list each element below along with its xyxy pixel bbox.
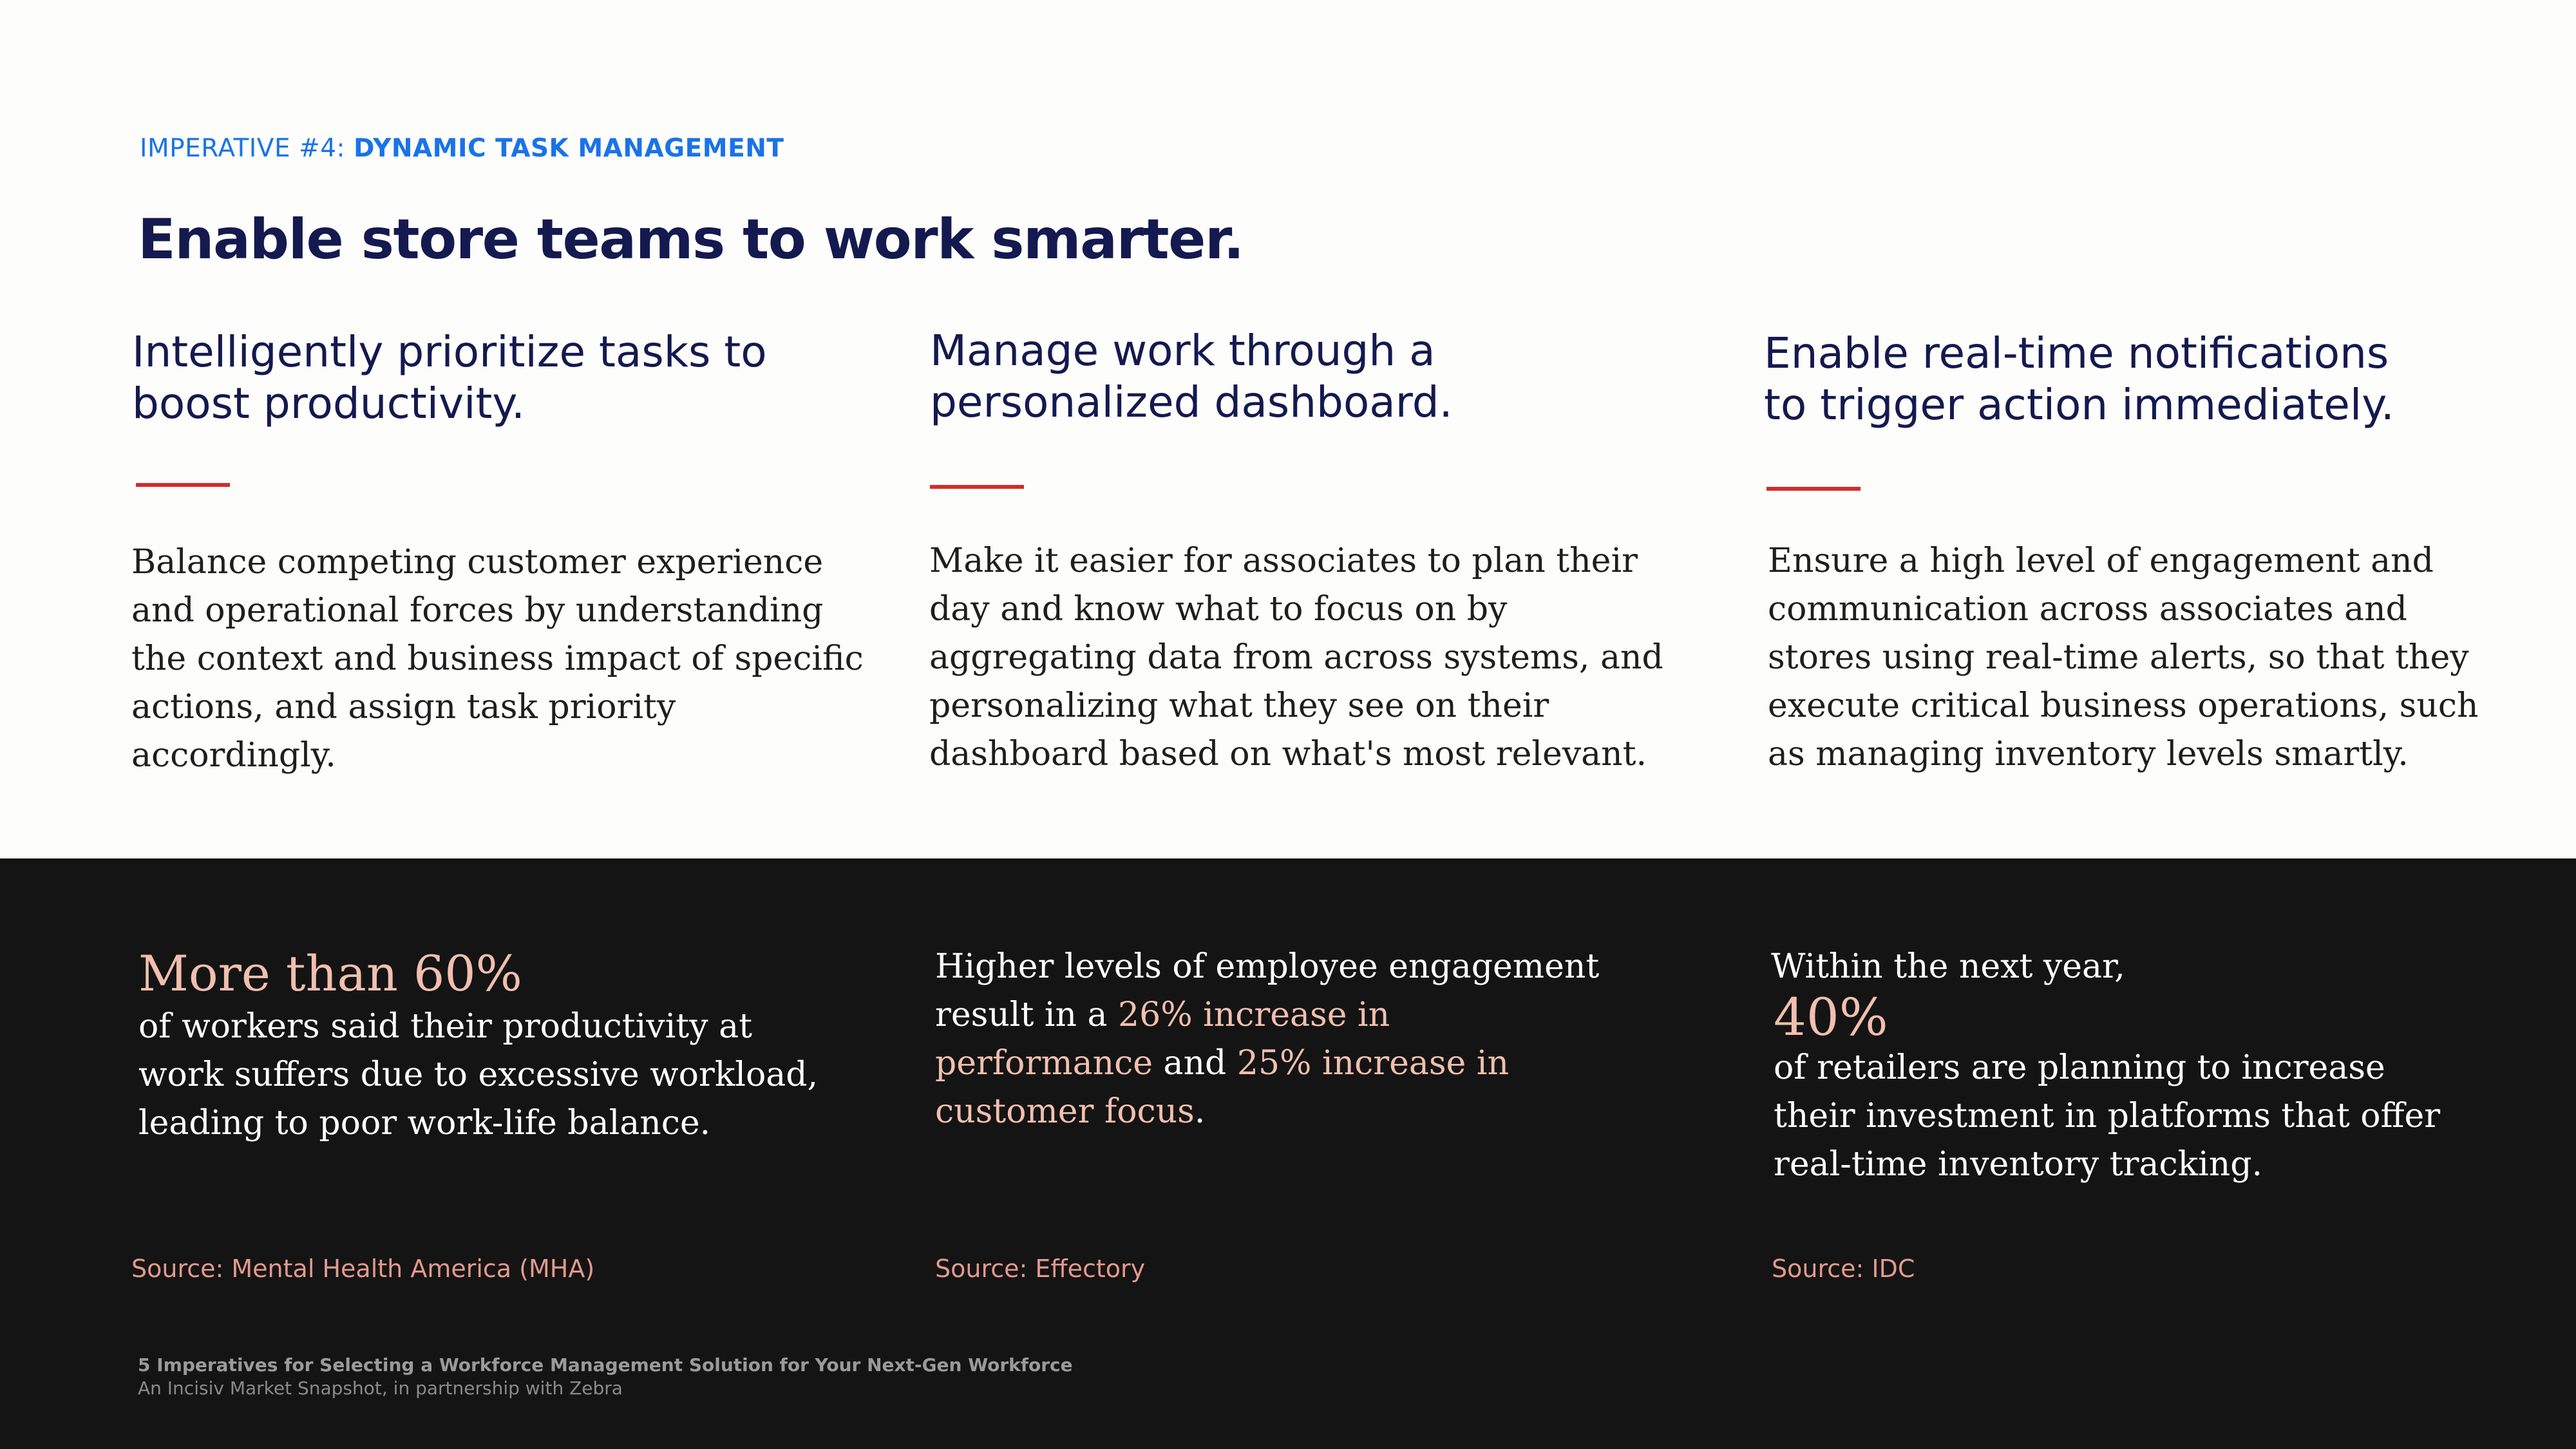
column-3-body-line: stores using real-time alerts, so that they bbox=[1768, 638, 2469, 677]
column-2-body-line: Make it easier for associates to plan their bbox=[929, 542, 1638, 580]
stat-1 bbox=[138, 945, 818, 1148]
eyebrow-emphasis: DYNAMIC TASK MANAGEMENT bbox=[354, 134, 784, 163]
column-2-body-line: aggregating data from across systems, and bbox=[929, 638, 1663, 677]
column-1-body-line: and operational forces by understanding bbox=[131, 591, 824, 630]
section-eyebrow bbox=[140, 134, 784, 163]
column-1-heading bbox=[132, 327, 767, 430]
column-1-body-line: the context and business impact of specific bbox=[131, 639, 864, 678]
stat-2 bbox=[935, 943, 1599, 1136]
column-2-body-line: day and know what to focus on by bbox=[929, 590, 1508, 629]
stat-2-highlight: 25% increase in bbox=[1236, 1044, 1509, 1083]
stat-1-line: of workers said their productivity at bbox=[138, 1007, 753, 1046]
column-2-body bbox=[929, 537, 1663, 779]
stat-3-line: real-time inventory tracking. bbox=[1774, 1145, 2263, 1184]
stat-2-line bbox=[935, 1088, 1599, 1136]
column-3-body-line: as managing inventory levels smartly. bbox=[1768, 735, 2409, 773]
column-1-body-line: Balance competing customer experience bbox=[131, 543, 824, 582]
footer-subtitle: An Incisiv Market Snapshot, in partnership with Zebra bbox=[138, 1378, 623, 1399]
column-3-body-line: Ensure a high level of engagement and bbox=[1768, 542, 2434, 580]
column-1-heading-line: boost productivity. bbox=[132, 379, 525, 428]
stat-1-line: leading to poor work-life balance. bbox=[138, 1104, 711, 1142]
column-2-body-line: dashboard based on what's most relevant. bbox=[929, 735, 1647, 773]
stat-2-source: Source: Effectory bbox=[935, 1255, 1146, 1283]
stat-1-source: Source: Mental Health America (MHA) bbox=[131, 1255, 595, 1283]
footer-title: 5 Imperatives for Selecting a Workforce Management Solution for Your Next-Gen Workforce bbox=[138, 1354, 1073, 1376]
column-2-heading-line: Manage work through a bbox=[930, 326, 1435, 375]
stat-3-intro: Within the next year, bbox=[1771, 947, 2125, 986]
column-2-body-line: personalizing what they see on their bbox=[929, 687, 1549, 725]
stat-3-figure: 40% bbox=[1774, 987, 1888, 1047]
column-3-body bbox=[1768, 537, 2478, 779]
stat-1-line: work suffers due to excessive workload, bbox=[138, 1056, 819, 1094]
column-1-body-line: accordingly. bbox=[131, 736, 336, 775]
stat-3-line: their investment in platforms that offer bbox=[1774, 1097, 2441, 1135]
column-1-body bbox=[131, 538, 864, 780]
column-3-heading bbox=[1764, 328, 2394, 431]
column-2-heading-line: personalized dashboard. bbox=[930, 377, 1453, 427]
stat-2-text: result in a bbox=[935, 996, 1119, 1034]
eyebrow-prefix: IMPERATIVE #4: bbox=[140, 134, 354, 163]
stat-2-line: Higher levels of employee engagement bbox=[935, 947, 1600, 986]
stat-2-highlight: 26% increase in bbox=[1118, 996, 1390, 1034]
column-1-heading-line: Intelligently prioritize tasks to bbox=[132, 327, 767, 377]
column-3-body-line: execute critical business operations, such bbox=[1768, 687, 2479, 725]
column-3-heading-line: Enable real-time notifications bbox=[1764, 328, 2389, 378]
stat-2-text: . bbox=[1194, 1092, 1206, 1131]
column-3-accent-rule bbox=[1766, 487, 1861, 491]
stat-2-line bbox=[935, 991, 1599, 1039]
column-2-accent-rule bbox=[930, 485, 1024, 489]
stat-3-source: Source: IDC bbox=[1772, 1255, 1915, 1283]
column-1-accent-rule bbox=[136, 483, 230, 487]
stat-2-text: and bbox=[1153, 1044, 1237, 1083]
column-3-body-line: communication across associates and bbox=[1768, 590, 2407, 629]
stat-2-highlight: customer focus bbox=[935, 1092, 1195, 1131]
stat-2-highlight: performance bbox=[935, 1044, 1153, 1083]
column-2-heading bbox=[930, 325, 1453, 428]
stat-2-line bbox=[935, 1039, 1599, 1088]
stat-3 bbox=[1771, 943, 2440, 1189]
column-3-heading-line: to trigger action immediately. bbox=[1764, 380, 2394, 430]
stat-3-line: of retailers are planning to increase bbox=[1774, 1048, 2385, 1087]
stat-1-figure: More than 60% bbox=[138, 945, 522, 1002]
page-title: Enable store teams to work smarter. bbox=[138, 207, 1244, 272]
column-1-body-line: actions, and assign task priority bbox=[131, 688, 676, 726]
